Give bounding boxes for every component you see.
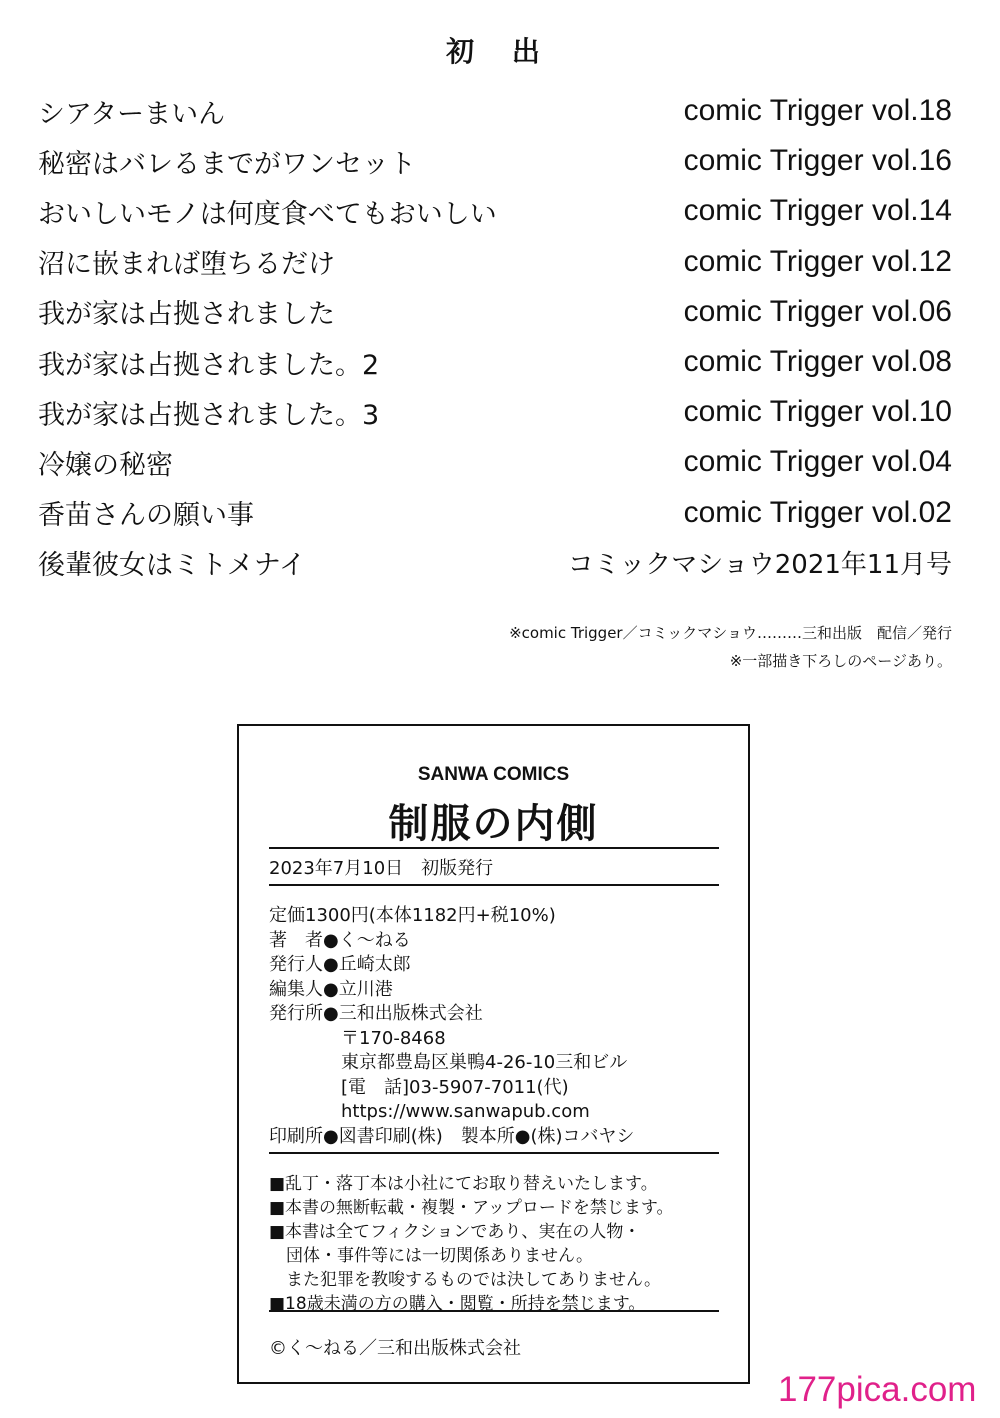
story-source: comic Trigger vol.08 (683, 345, 952, 379)
story-title: シアターまいん (38, 98, 226, 130)
story-title: 我が家は占拠されました (38, 299, 335, 331)
story-source: comic Trigger vol.12 (683, 244, 952, 278)
colophon-box (237, 724, 750, 1384)
story-source: コミックマショウ2021年11月号 (567, 550, 952, 581)
story-source: comic Trigger vol.10 (683, 395, 952, 429)
story-title: 我が家は占拠されました。2 (38, 349, 380, 381)
toc-row (38, 186, 952, 236)
toc-row (38, 538, 952, 588)
notice-line: ■本書は全てフィクションであり、実在の人物・ (269, 1222, 641, 1242)
story-title: 秘密はバレるまでがワンセット (38, 148, 416, 180)
story-source: comic Trigger vol.16 (683, 144, 952, 178)
story-title: 後輩彼女はミトメナイ (38, 550, 306, 582)
story-title: 冷嬢の秘密 (38, 449, 173, 481)
toc-row (38, 136, 952, 186)
publisher-note: ※comic Trigger／コミックマショウ………三和出版 配信／発行 (509, 624, 952, 642)
toc-row (38, 437, 952, 487)
notice-line: 団体・事件等には一切関係ありません。 (269, 1246, 594, 1266)
toc-row (38, 488, 952, 538)
info-line: 定価1300円(本体1182円+税10%) (269, 905, 556, 926)
toc-row (38, 237, 952, 287)
info-line: 発行人●丘崎太郎 (269, 954, 411, 975)
publication-date: 2023年7月10日 初版発行 (269, 858, 494, 879)
info-line: 〒170-8468 (269, 1027, 446, 1049)
notice-line: ■18歳未満の方の購入・閲覧・所持を禁じます。 (269, 1294, 646, 1314)
book-title: 制服の内側 (388, 801, 599, 847)
publication-info (269, 904, 634, 1149)
toc-row (38, 86, 952, 136)
first-appearance-list (38, 86, 952, 588)
story-title: 沼に嵌まれば堕ちるだけ (38, 249, 335, 281)
info-line: 編集人●立川港 (269, 978, 393, 1000)
bonus-pages-note: ※一部描き下ろしのページあり。 (729, 652, 952, 670)
toc-row (38, 337, 952, 387)
divider (269, 1310, 719, 1312)
info-line: 発行所●三和出版株式会社 (269, 1003, 483, 1024)
info-line: [電 話]03-5907-7011(代) (269, 1076, 569, 1098)
story-title: 我が家は占拠されました。3 (38, 399, 380, 431)
info-line: 印刷所●図書印刷(株) 製本所●(株)コバヤシ (269, 1125, 635, 1147)
first-appearance-heading: 初 出 (446, 35, 554, 68)
info-line: 東京都豊島区巣鴨4-26-10三和ビル (269, 1052, 628, 1073)
story-source: comic Trigger vol.02 (683, 495, 952, 529)
info-line: 著 者●く〜ねる (269, 929, 411, 951)
divider (269, 884, 719, 886)
copyright-line: ©く〜ねる／三和出版株式会社 (269, 1338, 521, 1359)
story-source: comic Trigger vol.14 (683, 194, 952, 228)
divider (269, 847, 719, 849)
info-line: https://www.sanwapub.com (269, 1101, 590, 1122)
notice-line: また犯罪を教唆するものでは決してありません。 (269, 1270, 662, 1290)
toc-row (38, 387, 952, 437)
story-source: comic Trigger vol.18 (683, 94, 952, 128)
story-source: comic Trigger vol.04 (683, 445, 952, 479)
divider (269, 1152, 719, 1154)
story-title: 香苗さんの願い事 (38, 500, 254, 532)
site-watermark: 177pica.com (778, 1370, 977, 1409)
series-name: SANWA COMICS (417, 764, 570, 785)
legal-notices (269, 1172, 674, 1316)
notice-line: ■乱丁・落丁本は小社にてお取り替えいたします。 (269, 1174, 658, 1194)
toc-row (38, 287, 952, 337)
story-title: おいしいモノは何度食べてもおいしい (38, 198, 497, 230)
notice-line: ■本書の無断転載・複製・アップロードを禁じます。 (269, 1198, 674, 1218)
story-source: comic Trigger vol.06 (683, 294, 952, 328)
